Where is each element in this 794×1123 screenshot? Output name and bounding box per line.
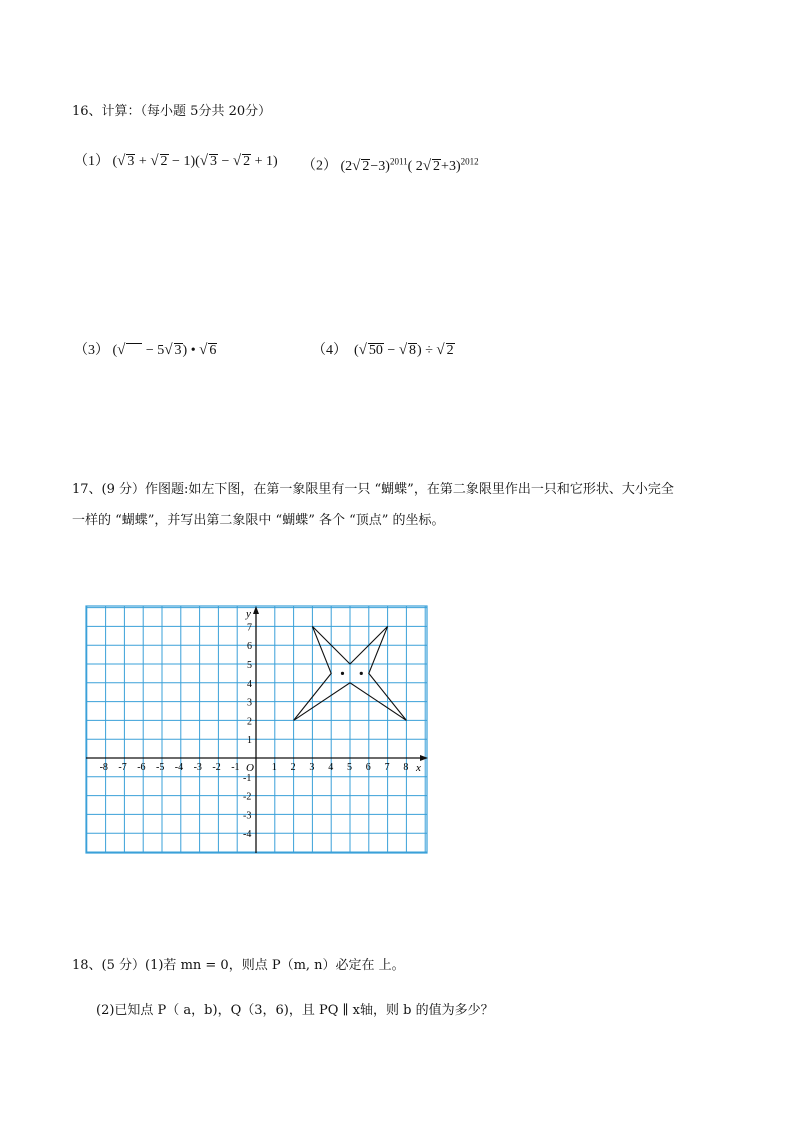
x-tick-label: -5 (156, 762, 165, 773)
x-tick-label: 1 (271, 762, 277, 773)
origin-label: O (246, 762, 254, 774)
q16-p2-exp-2012: 2012 (460, 156, 479, 166)
x-tick-label: -1 (231, 762, 240, 773)
y-tick-label: 3 (247, 697, 252, 709)
y-axis-label: y (246, 608, 251, 620)
butterfly-dot (360, 672, 363, 675)
x-tick-label: -8 (99, 762, 108, 773)
q16-title: 16、计算：（每小题 5分共 20分） (72, 104, 272, 119)
x-tick-label: 7 (384, 762, 390, 773)
q16-p1-expression: (√ 3 + √ 2 − 1)(√ 3 − √ 2 + 1) (112, 153, 278, 169)
x-tick-label: 4 (328, 762, 334, 773)
q18-line-2: (2)已知点 P（ a，b)，Q（3，6)，且 PQ ∥ x轴，则 b 的值为多少？ (96, 1003, 494, 1018)
y-tick-label: -4 (243, 829, 252, 841)
x-tick-label: -6 (137, 762, 146, 773)
q16-p3-expression: (√ − 5√ 3) • √ 6 (112, 342, 217, 358)
tick-labels (100, 622, 409, 840)
x-tick-label: 2 (290, 762, 296, 773)
y-tick-label: 4 (247, 678, 252, 690)
x-tick-label: -4 (174, 762, 184, 773)
butterfly-dot (341, 672, 344, 675)
x-tick-label: 8 (403, 762, 409, 773)
q16-p2-expression: (2√ 2−3)$^{2011}$( 2√ 2+3)$^{2012}$ (340, 156, 479, 174)
x-tick-label: 3 (309, 762, 315, 773)
axes (86, 606, 428, 853)
butterfly-dots (341, 672, 363, 675)
y-tick-label: 5 (247, 660, 252, 671)
q16-p1-label: （1） (74, 154, 109, 169)
x-tick-label: -2 (212, 762, 221, 773)
q16-p4-expression: (√ 50 − √ 8) ÷ √ 2 (350, 342, 454, 358)
q18-line-1: 18、(5 分）(1)若 mn = 0，则点 P（m, n）必定在 上。 (72, 958, 405, 973)
x-axis-label: x (416, 762, 421, 774)
y-tick-label: 6 (247, 641, 252, 653)
x-tick-label: -7 (118, 762, 127, 773)
q16-p2-label: （2） (302, 158, 337, 174)
x-tick-label: -3 (193, 762, 202, 773)
y-tick-label: -2 (243, 791, 252, 803)
q16-p3-label: （3） (74, 343, 109, 358)
x-tick-label: 5 (347, 762, 352, 773)
x-tick-label: 6 (365, 762, 371, 773)
y-tick-label: 7 (247, 622, 252, 634)
q16-p2-exp-2011: 2011 (389, 156, 408, 166)
y-tick-label: 2 (247, 716, 252, 728)
y-tick-label: 1 (247, 735, 252, 747)
q17-line-1: 17、(9 分）作图题:如左下图，在第一象限里有一只 “蝴蝶”，在第二象限里作出一只和它形状、大小完全 (72, 482, 674, 497)
y-tick-label: -1 (243, 772, 252, 784)
q17-line-2: 一样的 “蝴蝶”，并写出第二象限中 “蝴蝶” 各个 “顶点” 的坐标。 (72, 513, 445, 528)
q16-p4-label: （4） (312, 343, 347, 358)
y-tick-label: -3 (243, 810, 252, 822)
